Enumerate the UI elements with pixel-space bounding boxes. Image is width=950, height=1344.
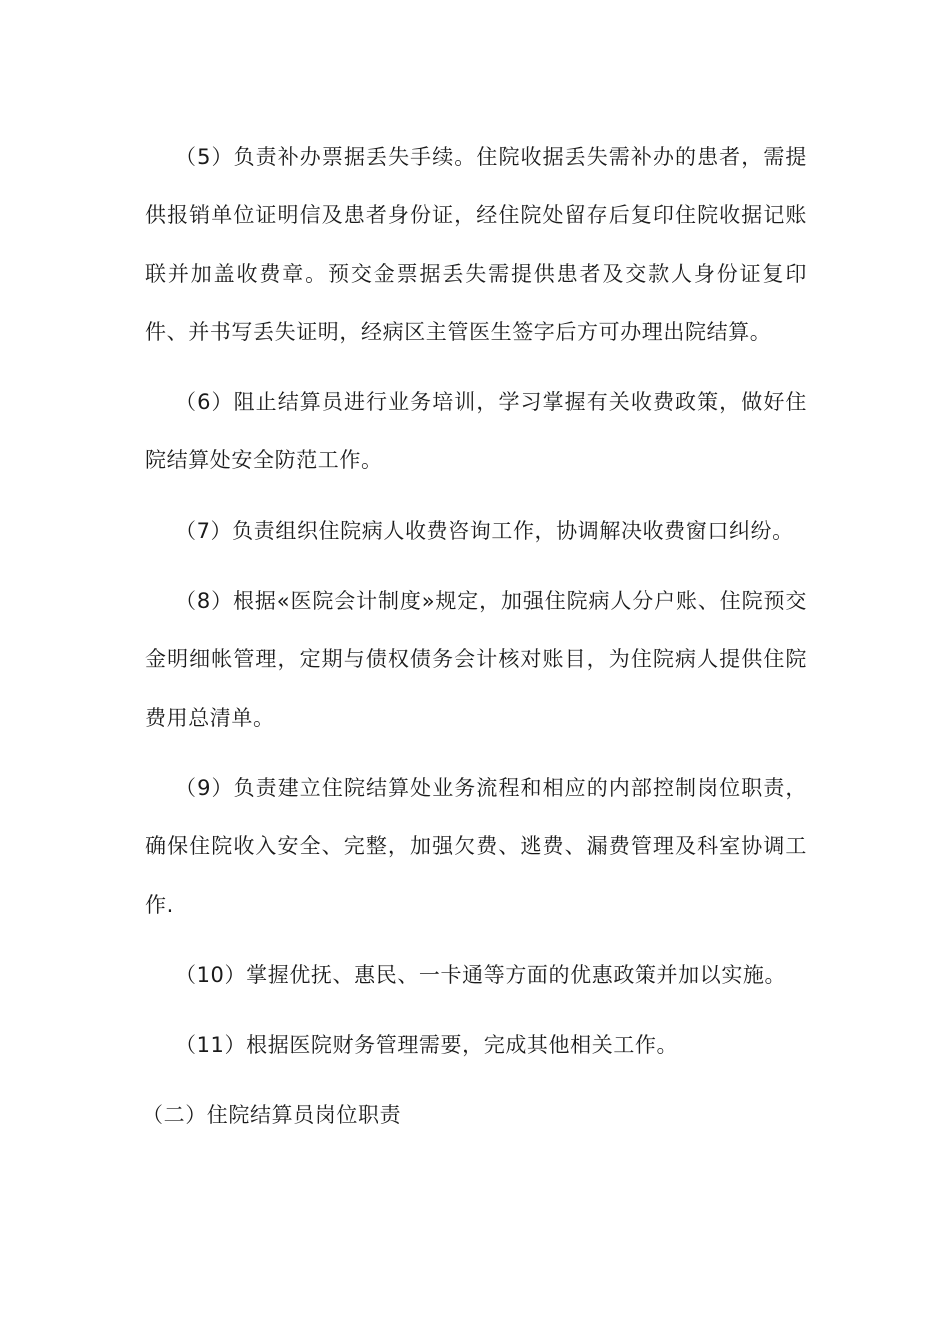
paragraph-item-8: （8）根据«医院会计制度»规定，加强住院病人分户账、住院预交金明细帐管理，定期与债权债务会计核对账目，为住院病人提供住院费用总清单。 bbox=[145, 589, 807, 730]
document-body bbox=[142, 128, 807, 1145]
paragraph-item-9: （9）负责建立住院结算处业务流程和相应的内部控制岗位职责，确保住院收入安全、完整，加强欠费、逃费、漏费管理及科室协调工作. bbox=[145, 775, 807, 917]
paragraph-item-5: （5）负责补办票据丢失手续。住院收据丢失需补办的患者，需提供报销单位证明信及患者身份证，经住院处留存后复印住院收据记账联并加盖收费章。预交金票据丢失需提供患者及交款人身份证复印件、并书写丢失证明，经病区主管医生签字后方可办理出院结算。 bbox=[145, 145, 807, 344]
paragraph-item-11: （11）根据医院财务管理需要，完成其他相关工作。 bbox=[175, 1033, 679, 1058]
paragraph-item-6: （6）阻止结算员进行业务培训，学习掌握有关收费政策，做好住院结算处安全防范工作。 bbox=[145, 390, 807, 473]
section-heading: （二）住院结算员岗位职责 bbox=[142, 1103, 402, 1128]
paragraph-item-7: （7）负责组织住院病人收费咨询工作，协调解决收费窗口纠纷。 bbox=[175, 518, 794, 543]
paragraph-item-10: （10）掌握优抚、惠民、一卡通等方面的优惠政策并加以实施。 bbox=[175, 962, 787, 987]
